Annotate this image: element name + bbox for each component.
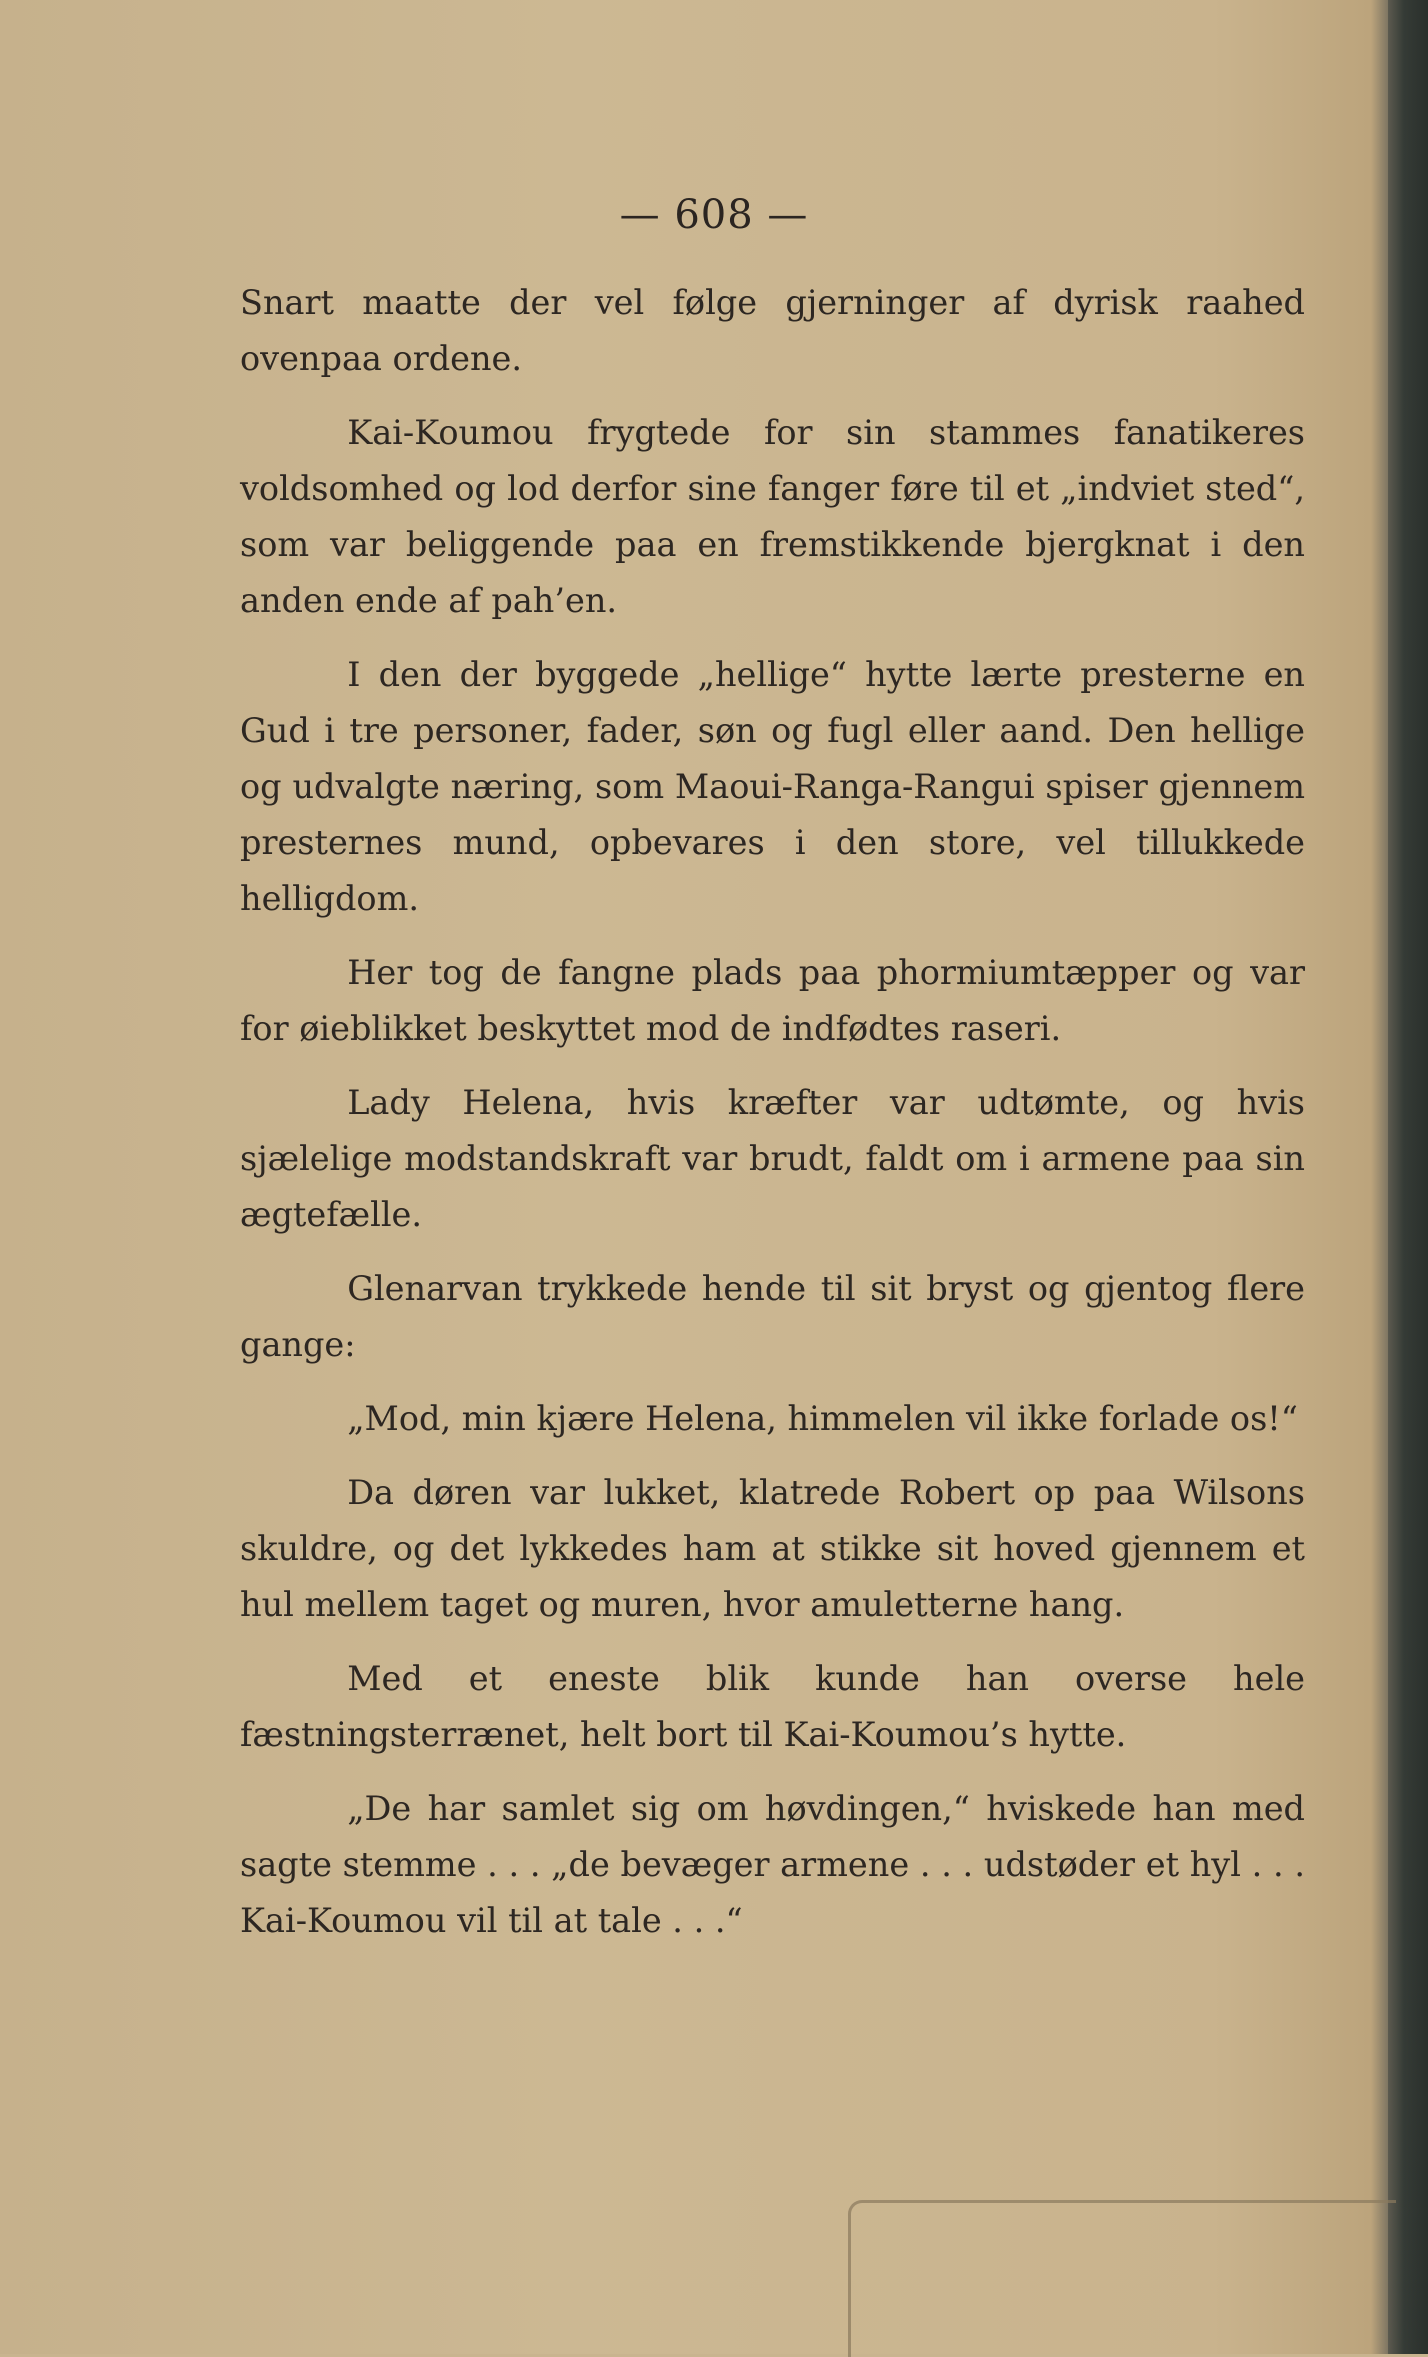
paragraph: „Mod, min kjære Helena, himmelen vil ikke forlade os!“ [347, 1399, 1298, 1438]
paragraph: Lady Helena, hvis kræfter var udtømte, og hvis sjælelige modstandskraft var brudt, faldt om i armene paa sin ægtefælle. [240, 1083, 1305, 1234]
paragraph: Da døren var lukket, klatrede Robert op paa Wilsons skuldre, og det lykkedes ham at stikke sit hoved gjennem et hul mellem taget og muren, hvor amuletterne hang. [240, 1473, 1305, 1624]
paragraph: I den der byggede „hellige“ hytte lærte presterne en Gud i tre personer, fader, søn og fugl eller aand. Den hellige og udvalgte næring, som Maoui-Ranga-Rangui spiser gjennem presternes mund, opbevares i den store, vel tillukkede helligdom. [240, 655, 1305, 918]
paragraph: Med et eneste blik kunde han overse hele fæstningsterrænet, helt bort til Kai-Koumou’s hytte. [240, 1659, 1305, 1754]
page-number: — 608 — [619, 192, 809, 238]
paragraph: Glenarvan trykkede hende til sit bryst og gjentog flere gange: [240, 1269, 1305, 1364]
page-text [240, 275, 1305, 1967]
paragraph: Kai-Koumou frygtede for sin stammes fanatikeres voldsomhed og lod derfor sine fanger føre til et „indviet sted“, som var beliggende paa en fremstikkende bjergknat i den anden ende af pah’en. [240, 413, 1305, 620]
paragraph: Her tog de fangne plads paa phormiumtæpper og var for øieblikket beskyttet mod de indfødtes raseri. [240, 953, 1305, 1048]
page-edge-shadow [848, 2200, 1396, 2357]
paragraph: „De har samlet sig om høvdingen,“ hviskede han med sagte stemme . . . „de bevæger armene . . . udstøder et hyl . . . Kai-Koumou vil til at tale . . .“ [240, 1789, 1305, 1940]
paragraph: Snart maatte der vel følge gjerninger af dyrisk raahed ovenpaa ordene. [240, 283, 1305, 378]
book-spine [1388, 0, 1428, 2354]
